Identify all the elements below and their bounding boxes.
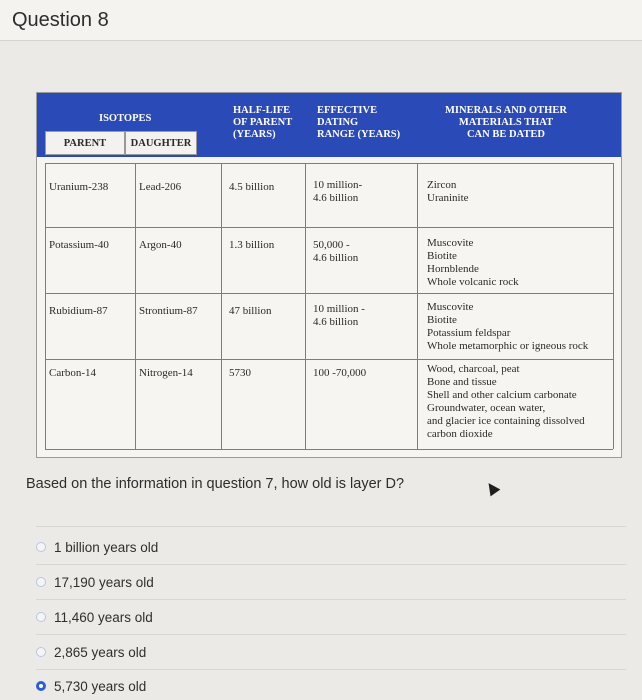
answer-option[interactable]: [36, 569, 626, 595]
radio-button[interactable]: [36, 647, 46, 657]
divider: [36, 634, 626, 635]
grid-line: [45, 359, 613, 360]
cell-range: 50,000 - 4.6 billion: [313, 239, 359, 264]
cell-half-life: 47 billion: [229, 305, 272, 317]
cell-daughter: Lead-206: [139, 181, 182, 193]
divider: [36, 526, 626, 527]
cell-parent: Rubidium-87: [49, 305, 108, 317]
cell-daughter: Strontium-87: [139, 305, 198, 317]
grid-line: [305, 163, 306, 449]
answer-option-label: 17,190 years old: [54, 574, 154, 590]
question-title: Question 8: [12, 9, 109, 31]
grid-line: [417, 163, 418, 449]
grid-line: [45, 293, 613, 294]
cell-materials: Wood, charcoal, peat Bone and tissue Shell and other calcium carbonate Groundwater, ocean water, and glacier ice containing dissolved carbon dioxide: [427, 363, 585, 440]
table-header: [37, 93, 621, 157]
grid-line: [45, 449, 613, 450]
cell-range: 100 -70,000: [313, 367, 367, 379]
divider: [36, 564, 626, 565]
answer-option-label: 11,460 years old: [54, 609, 153, 625]
question-header: [0, 0, 642, 41]
answer-option-selected[interactable]: [36, 673, 626, 699]
answer-option[interactable]: [36, 604, 626, 630]
cell-materials: Muscovite Biotite Potassium feldspar Whole metamorphic or igneous rock: [427, 301, 589, 352]
radio-button[interactable]: [36, 577, 46, 587]
cell-daughter: Argon-40: [139, 239, 182, 251]
answer-option-label: 1 billion years old: [54, 539, 159, 555]
grid-line: [135, 163, 136, 449]
grid-line: [221, 163, 222, 449]
question-prompt: Based on the information in question 7, how old is layer D?: [26, 476, 405, 492]
cell-half-life: 4.5 billion: [229, 181, 275, 193]
cell-materials: Zircon Uraninite: [427, 179, 469, 204]
divider: [36, 599, 626, 600]
cell-half-life: 5730: [229, 367, 251, 379]
cell-half-life: 1.3 billion: [229, 239, 275, 251]
answer-option[interactable]: [36, 534, 626, 560]
cell-range: 10 million - 4.6 billion: [313, 303, 365, 328]
mouse-cursor-icon: [484, 480, 501, 497]
header-isotopes: ISOTOPES: [99, 113, 152, 124]
cell-range: 10 million- 4.6 billion: [313, 179, 363, 204]
answer-option-label: 2,865 years old: [54, 644, 147, 660]
radio-button-selected[interactable]: [36, 681, 46, 691]
header-half-life: HALF-LIFE OF PARENT (YEARS): [233, 105, 293, 140]
grid-line: [45, 227, 613, 228]
header-daughter: DAUGHTER: [125, 131, 197, 155]
divider: [36, 669, 626, 670]
answer-option[interactable]: [36, 639, 626, 665]
radio-button[interactable]: [36, 612, 46, 622]
cell-materials: Muscovite Biotite Hornblende Whole volcanic rock: [427, 237, 519, 288]
cell-parent: Carbon-14: [49, 367, 97, 379]
header-dating-range: EFFECTIVE DATING RANGE (YEARS): [317, 105, 401, 140]
grid-line: [613, 163, 614, 449]
isotope-table: [36, 92, 622, 458]
cell-parent: Uranium-238: [49, 181, 109, 193]
grid-line: [45, 163, 613, 164]
grid-line: [45, 163, 46, 449]
cell-daughter: Nitrogen-14: [139, 367, 193, 379]
header-minerals: MINERALS AND OTHER MATERIALS THAT CAN BE DATED: [445, 105, 567, 140]
answer-option-label: 5,730 years old: [54, 678, 147, 694]
header-parent: PARENT: [45, 131, 125, 155]
cell-parent: Potassium-40: [49, 239, 109, 251]
radio-button[interactable]: [36, 542, 46, 552]
